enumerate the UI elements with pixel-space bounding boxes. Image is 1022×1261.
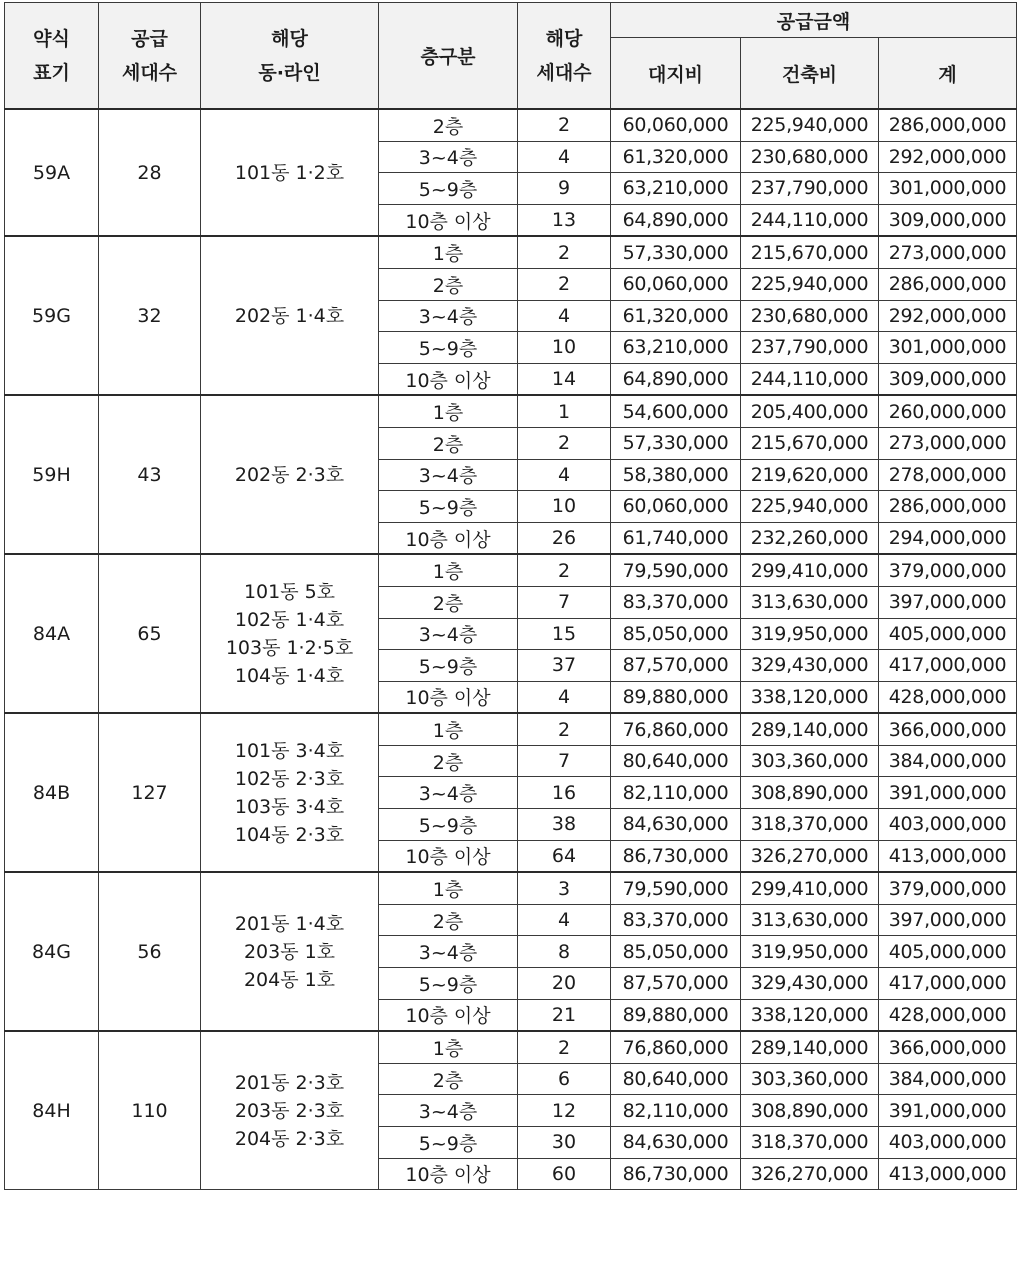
total-price-cell: 292,000,000 (879, 300, 1017, 332)
build-price-cell: 303,360,000 (741, 745, 879, 777)
total-price-cell: 278,000,000 (879, 459, 1017, 491)
line-entry: 103동 3·4호 (234, 795, 345, 818)
line-entry: 103동 1·2·5호 (225, 636, 354, 659)
build-price-cell: 237,790,000 (741, 173, 879, 205)
units-cell: 16 (518, 777, 611, 809)
header-supply-line-1: 공급 (131, 27, 168, 50)
units-cell: 13 (518, 204, 611, 236)
floor-cell: 10층 이상 (379, 840, 518, 872)
total-price-cell: 405,000,000 (879, 618, 1017, 650)
total-price-cell: 428,000,000 (879, 999, 1017, 1031)
table-row (5, 1031, 1017, 1063)
build-price-cell: 215,670,000 (741, 427, 879, 459)
build-price-cell: 237,790,000 (741, 332, 879, 364)
build-price-cell: 308,890,000 (741, 777, 879, 809)
type-cell: 84B (5, 713, 99, 872)
units-cell: 7 (518, 745, 611, 777)
total-price-cell: 397,000,000 (879, 586, 1017, 618)
floor-cell: 5~9층 (379, 332, 518, 364)
units-cell: 8 (518, 936, 611, 968)
line-cell (201, 872, 379, 1031)
supply-cell: 110 (99, 1031, 201, 1189)
table-row (5, 872, 1017, 904)
type-cell: 59G (5, 236, 99, 395)
line-entry: 203동 1호 (243, 940, 336, 963)
total-price-cell: 391,000,000 (879, 777, 1017, 809)
land-price-cell: 60,060,000 (611, 268, 741, 300)
land-price-cell: 83,370,000 (611, 904, 741, 936)
header-line-line-2: 동·라인 (258, 61, 321, 84)
units-cell: 60 (518, 1158, 611, 1190)
build-price-cell: 313,630,000 (741, 586, 879, 618)
build-price-cell: 303,360,000 (741, 1063, 879, 1095)
build-price-cell: 289,140,000 (741, 1031, 879, 1063)
build-price-cell: 318,370,000 (741, 1127, 879, 1159)
type-cell: 84H (5, 1031, 99, 1189)
units-cell: 2 (518, 109, 611, 141)
land-price-cell: 60,060,000 (611, 491, 741, 523)
table-row (5, 236, 1017, 268)
type-cell: 59A (5, 109, 99, 236)
floor-cell: 2층 (379, 1063, 518, 1095)
land-price-cell: 84,630,000 (611, 809, 741, 841)
land-price-cell: 89,880,000 (611, 681, 741, 713)
build-price-cell: 205,400,000 (741, 395, 879, 427)
floor-cell: 3~4층 (379, 936, 518, 968)
total-price-cell: 366,000,000 (879, 713, 1017, 745)
total-price-cell: 413,000,000 (879, 840, 1017, 872)
units-cell: 7 (518, 586, 611, 618)
floor-cell: 10층 이상 (379, 999, 518, 1031)
floor-cell: 5~9층 (379, 173, 518, 205)
floor-cell: 10층 이상 (379, 363, 518, 395)
build-price-cell: 319,950,000 (741, 936, 879, 968)
supply-cell: 32 (99, 236, 201, 395)
land-price-cell: 61,740,000 (611, 522, 741, 554)
build-price-cell: 225,940,000 (741, 109, 879, 141)
floor-cell: 2층 (379, 745, 518, 777)
floor-cell: 2층 (379, 586, 518, 618)
units-cell: 1 (518, 395, 611, 427)
build-price-cell: 338,120,000 (741, 681, 879, 713)
units-cell: 9 (518, 173, 611, 205)
floor-cell: 10층 이상 (379, 681, 518, 713)
header-type-line-1: 약식 (33, 27, 70, 50)
land-price-cell: 54,600,000 (611, 395, 741, 427)
table-row (5, 109, 1017, 141)
table-row (5, 554, 1017, 586)
units-cell: 3 (518, 872, 611, 904)
land-price-cell: 79,590,000 (611, 872, 741, 904)
line-cell (201, 236, 379, 395)
table-header (5, 3, 1017, 110)
floor-cell: 2층 (379, 904, 518, 936)
units-cell: 10 (518, 332, 611, 364)
land-price-cell: 89,880,000 (611, 999, 741, 1031)
floor-cell: 3~4층 (379, 300, 518, 332)
supply-cell: 127 (99, 713, 201, 872)
units-cell: 26 (518, 522, 611, 554)
header-price-group: 공급금액 (611, 3, 1017, 38)
units-cell: 30 (518, 1127, 611, 1159)
line-cell (201, 395, 379, 554)
build-price-cell: 319,950,000 (741, 618, 879, 650)
header-units-line-1: 해당 (545, 27, 583, 50)
supply-cell: 65 (99, 554, 201, 713)
build-price-cell: 215,670,000 (741, 236, 879, 268)
floor-cell: 5~9층 (379, 650, 518, 682)
supply-cell: 43 (99, 395, 201, 554)
total-price-cell: 417,000,000 (879, 968, 1017, 1000)
total-price-cell: 428,000,000 (879, 681, 1017, 713)
total-price-cell: 384,000,000 (879, 745, 1017, 777)
build-price-cell: 326,270,000 (741, 840, 879, 872)
build-price-cell: 244,110,000 (741, 363, 879, 395)
build-price-cell: 299,410,000 (741, 554, 879, 586)
line-entry: 202동 1·4호 (234, 304, 345, 327)
build-price-cell: 329,430,000 (741, 650, 879, 682)
units-cell: 14 (518, 363, 611, 395)
price-table-wrapper (4, 2, 1017, 1190)
land-price-cell: 76,860,000 (611, 1031, 741, 1063)
land-price-cell: 64,890,000 (611, 204, 741, 236)
units-cell: 21 (518, 999, 611, 1031)
total-price-cell: 273,000,000 (879, 427, 1017, 459)
floor-cell: 2층 (379, 268, 518, 300)
total-price-cell: 301,000,000 (879, 332, 1017, 364)
line-cell (201, 1031, 379, 1189)
total-price-cell: 286,000,000 (879, 109, 1017, 141)
units-cell: 2 (518, 713, 611, 745)
floor-cell: 10층 이상 (379, 522, 518, 554)
units-cell: 2 (518, 1031, 611, 1063)
units-cell: 20 (518, 968, 611, 1000)
line-entry: 101동 1·2호 (234, 161, 345, 184)
land-price-cell: 63,210,000 (611, 173, 741, 205)
land-price-cell: 76,860,000 (611, 713, 741, 745)
units-cell: 10 (518, 491, 611, 523)
build-price-cell: 329,430,000 (741, 968, 879, 1000)
land-price-cell: 86,730,000 (611, 840, 741, 872)
land-price-cell: 85,050,000 (611, 618, 741, 650)
line-entry: 201동 2·3호 (234, 1071, 345, 1094)
cropped-column-edge (1016, 40, 1019, 74)
floor-cell: 1층 (379, 236, 518, 268)
land-price-cell: 82,110,000 (611, 1095, 741, 1127)
land-price-cell: 87,570,000 (611, 650, 741, 682)
line-entry: 201동 1·4호 (234, 912, 345, 935)
header-total: 계 (879, 38, 1017, 110)
table-row (5, 713, 1017, 745)
build-price-cell: 219,620,000 (741, 459, 879, 491)
build-price-cell: 244,110,000 (741, 204, 879, 236)
land-price-cell: 79,590,000 (611, 554, 741, 586)
floor-cell: 10층 이상 (379, 1158, 518, 1190)
table-body (5, 109, 1017, 1190)
units-cell: 4 (518, 904, 611, 936)
floor-cell: 2층 (379, 427, 518, 459)
land-price-cell: 82,110,000 (611, 777, 741, 809)
table-row (5, 395, 1017, 427)
units-cell: 4 (518, 459, 611, 491)
build-price-cell: 289,140,000 (741, 713, 879, 745)
build-price-cell: 313,630,000 (741, 904, 879, 936)
supply-cell: 28 (99, 109, 201, 236)
total-price-cell: 286,000,000 (879, 491, 1017, 523)
line-cell (201, 109, 379, 236)
units-cell: 2 (518, 427, 611, 459)
units-cell: 2 (518, 554, 611, 586)
line-entry: 204동 1호 (243, 968, 336, 991)
line-cell (201, 713, 379, 872)
build-price-cell: 225,940,000 (741, 268, 879, 300)
build-price-cell: 299,410,000 (741, 872, 879, 904)
land-price-cell: 64,890,000 (611, 363, 741, 395)
floor-cell: 3~4층 (379, 618, 518, 650)
header-floor: 층구분 (379, 3, 518, 110)
header-supply (99, 3, 201, 110)
total-price-cell: 405,000,000 (879, 936, 1017, 968)
floor-cell: 1층 (379, 554, 518, 586)
build-price-cell: 232,260,000 (741, 522, 879, 554)
land-price-cell: 80,640,000 (611, 1063, 741, 1095)
line-entry: 202동 2·3호 (234, 463, 345, 486)
land-price-cell: 80,640,000 (611, 745, 741, 777)
floor-cell: 1층 (379, 713, 518, 745)
land-price-cell: 57,330,000 (611, 236, 741, 268)
total-price-cell: 260,000,000 (879, 395, 1017, 427)
build-price-cell: 225,940,000 (741, 491, 879, 523)
type-cell: 59H (5, 395, 99, 554)
floor-cell: 3~4층 (379, 459, 518, 491)
land-price-cell: 84,630,000 (611, 1127, 741, 1159)
units-cell: 4 (518, 300, 611, 332)
total-price-cell: 417,000,000 (879, 650, 1017, 682)
units-cell: 12 (518, 1095, 611, 1127)
land-price-cell: 63,210,000 (611, 332, 741, 364)
floor-cell: 5~9층 (379, 968, 518, 1000)
land-price-cell: 85,050,000 (611, 936, 741, 968)
total-price-cell: 309,000,000 (879, 204, 1017, 236)
line-entry: 101동 5호 (243, 580, 336, 603)
header-line (201, 3, 379, 110)
line-cell (201, 554, 379, 713)
build-price-cell: 308,890,000 (741, 1095, 879, 1127)
build-price-cell: 326,270,000 (741, 1158, 879, 1190)
line-entry: 104동 1·4호 (234, 664, 345, 687)
build-price-cell: 338,120,000 (741, 999, 879, 1031)
total-price-cell: 301,000,000 (879, 173, 1017, 205)
build-price-cell: 230,680,000 (741, 141, 879, 173)
units-cell: 37 (518, 650, 611, 682)
floor-cell: 10층 이상 (379, 204, 518, 236)
header-units (518, 3, 611, 110)
header-line-line-1: 해당 (271, 27, 308, 50)
land-price-cell: 61,320,000 (611, 141, 741, 173)
units-cell: 6 (518, 1063, 611, 1095)
land-price-cell: 60,060,000 (611, 109, 741, 141)
floor-cell: 1층 (379, 1031, 518, 1063)
floor-cell: 3~4층 (379, 777, 518, 809)
floor-cell: 1층 (379, 395, 518, 427)
total-price-cell: 292,000,000 (879, 141, 1017, 173)
total-price-cell: 391,000,000 (879, 1095, 1017, 1127)
floor-cell: 3~4층 (379, 141, 518, 173)
line-entry: 203동 2·3호 (234, 1099, 345, 1122)
total-price-cell: 294,000,000 (879, 522, 1017, 554)
units-cell: 4 (518, 141, 611, 173)
total-price-cell: 403,000,000 (879, 809, 1017, 841)
total-price-cell: 379,000,000 (879, 872, 1017, 904)
units-cell: 2 (518, 268, 611, 300)
total-price-cell: 273,000,000 (879, 236, 1017, 268)
total-price-cell: 366,000,000 (879, 1031, 1017, 1063)
line-entry: 102동 2·3호 (234, 767, 345, 790)
total-price-cell: 413,000,000 (879, 1158, 1017, 1190)
header-build: 건축비 (741, 38, 879, 110)
land-price-cell: 83,370,000 (611, 586, 741, 618)
floor-cell: 5~9층 (379, 491, 518, 523)
line-entry: 104동 2·3호 (234, 823, 345, 846)
units-cell: 4 (518, 681, 611, 713)
floor-cell: 1층 (379, 872, 518, 904)
land-price-cell: 58,380,000 (611, 459, 741, 491)
header-type (5, 3, 99, 110)
line-entry: 204동 2·3호 (234, 1127, 345, 1150)
supply-price-table (4, 2, 1017, 1190)
land-price-cell: 87,570,000 (611, 968, 741, 1000)
land-price-cell: 57,330,000 (611, 427, 741, 459)
header-type-line-2: 표기 (33, 61, 70, 84)
supply-cell: 56 (99, 872, 201, 1031)
units-cell: 38 (518, 809, 611, 841)
header-land: 대지비 (611, 38, 741, 110)
units-cell: 2 (518, 236, 611, 268)
units-cell: 64 (518, 840, 611, 872)
land-price-cell: 86,730,000 (611, 1158, 741, 1190)
floor-cell: 5~9층 (379, 809, 518, 841)
total-price-cell: 384,000,000 (879, 1063, 1017, 1095)
line-entry: 102동 1·4호 (234, 608, 345, 631)
floor-cell: 3~4층 (379, 1095, 518, 1127)
floor-cell: 2층 (379, 109, 518, 141)
total-price-cell: 286,000,000 (879, 268, 1017, 300)
total-price-cell: 309,000,000 (879, 363, 1017, 395)
type-cell: 84A (5, 554, 99, 713)
build-price-cell: 230,680,000 (741, 300, 879, 332)
header-units-line-2: 세대수 (536, 61, 592, 84)
land-price-cell: 61,320,000 (611, 300, 741, 332)
total-price-cell: 403,000,000 (879, 1127, 1017, 1159)
type-cell: 84G (5, 872, 99, 1031)
total-price-cell: 379,000,000 (879, 554, 1017, 586)
build-price-cell: 318,370,000 (741, 809, 879, 841)
floor-cell: 5~9층 (379, 1127, 518, 1159)
total-price-cell: 397,000,000 (879, 904, 1017, 936)
units-cell: 15 (518, 618, 611, 650)
header-supply-line-2: 세대수 (121, 61, 178, 84)
line-entry: 101동 3·4호 (234, 739, 345, 762)
